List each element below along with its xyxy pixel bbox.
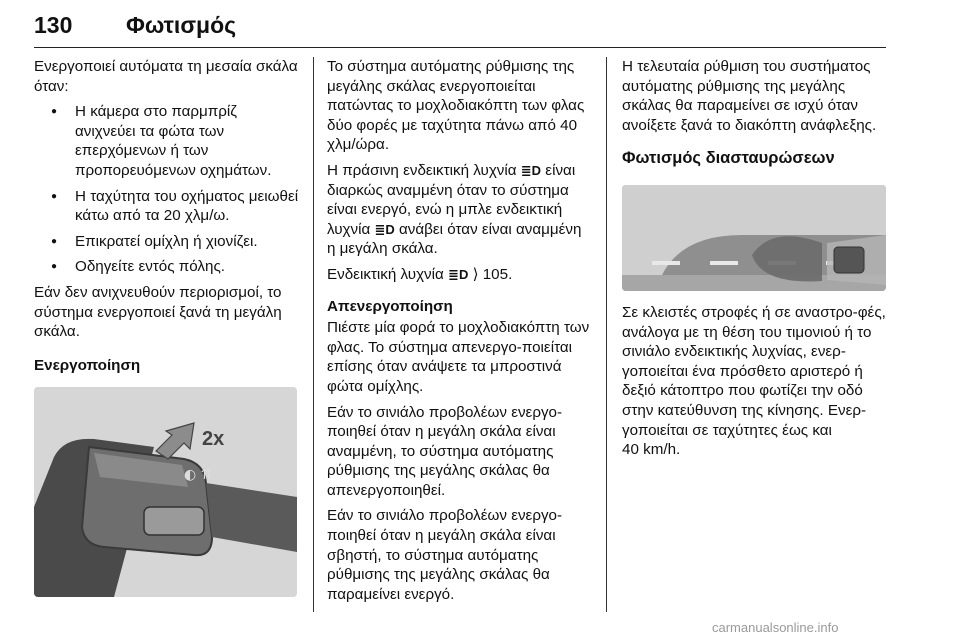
cornering-text: Σε κλειστές στροφές ή σε αναστρο-φές, ανάλογα με τη θέση του τιμονιού ή το σινιάλο ενδεικτικής λυχνίας, ενερ-γοποιείται ένα πρόσθετο αριστερό ή δεξιό κάτοπτρο που φωτίζει την οδό στην κατεύθυνση της κίνησης. Ενερ-γοποιείται σε ταχύτητες έως και 40 km/h. (622, 303, 886, 459)
activation-heading: Ενεργοποίηση (34, 356, 141, 374)
stalk-illustration (34, 387, 297, 597)
page-ref-arrow-icon: ⟩ (472, 265, 479, 283)
flash-text-2: Εάν το σινιάλο προβολέων ενεργο-ποιηθεί όταν η μεγάλη σκάλα είναι σβηστή, το σύστημα αυτόματης ρύθμισης της μεγάλης σκάλας θα παραμείνει ενεργό. (327, 507, 563, 603)
page-number: 130 (34, 12, 73, 38)
auto-high-beam-icon: ≣D (520, 162, 542, 178)
page-header (34, 12, 886, 52)
list-item: ● Οδηγείτε εντός πόλης. (34, 257, 299, 277)
list-item: ● Η ταχύτητα του οχήματος μειωθεί κάτω από τα 20 χλμ/ω. (34, 187, 299, 226)
flash-text-1: Εάν το σινιάλο προβολέων ενεργο-ποιηθεί όταν η μεγάλη σκάλα είναι αναμμένη, το σύστημα αυτόματης ρύθμισης της μεγάλης σκάλας θα απενεργοποιηθεί. (327, 403, 563, 499)
column-2 (327, 57, 592, 610)
deactivation-text: Πιέστε μία φορά το μοχλοδιακόπτη των φλας. Το σύστημα απενεργο-ποιείται επίσης όταν ανάψετε τα μπροστινά φώτα ομίχλης. (327, 319, 590, 395)
section-title: Φωτισμός (126, 12, 237, 38)
auto-high-beam-icon: ≣D (448, 266, 469, 282)
figure-label: 2x (202, 428, 225, 451)
conditions-list (34, 102, 299, 277)
stalk-drawing (34, 387, 297, 597)
list-item: ● Επικρατεί ομίχλη ή χιονίζει. (34, 232, 299, 252)
watermark: carmanualsonline.info (712, 620, 839, 635)
deactivation-heading: Απενεργοποίηση (327, 297, 453, 315)
indicator-text: Η πράσινη ενδεικτική λυχνία ≣D είναι διαρκώς αναμμένη όταν το σύστημα είναι ενεργό, ενώ η μπλε ενδεικτική λυχνία ≣D ανάβει όταν είναι αναμμένη η μεγάλη σκάλα. (327, 161, 582, 258)
activation-text: Το σύστημα αυτόματης ρύθμισης της μεγάλης σκάλας ενεργοποιείται πατώντας το μοχλοδιακόπτη των φλας δύο φορές με ταχύτητα πάνω από 40 χλμ/ώρα. (327, 58, 585, 154)
reference-text: Ενδεικτική λυχνία ≣D ⟩ 105. (327, 265, 513, 283)
svg-text:◐ ⇈: ◐ ⇈ (184, 467, 213, 484)
column-divider (606, 57, 607, 612)
cornering-heading: Φωτισμός διασταυρώσεων (622, 149, 835, 168)
list-item: ● Η κάμερα στο παρμπρίζ ανιχνεύει τα φώτα των επερχόμενων ή των προπορευόμενων οχημάτων. (34, 102, 299, 180)
high-beam-icon: ≣D (374, 221, 395, 237)
last-setting-text: Η τελευταία ρύθμιση του συστήματος αυτόματης ρύθμισης της μεγάλης σκάλας θα παραμείνει σε ισχύ όταν ανοίξετε ξανά το διακόπτη ανάφλεξης. (622, 58, 877, 134)
column-3 (622, 57, 888, 460)
reactivation-text: Εάν δεν ανιχνευθούν περιορισμοί, το σύστημα ενεργοποιεί ξανά τη μεγάλη σκάλα. (34, 283, 282, 341)
header-rule (34, 47, 886, 48)
cornering-illustration (622, 185, 886, 291)
cornering-drawing (622, 185, 886, 291)
column-divider (313, 57, 314, 612)
column-1 (34, 57, 299, 597)
intro-text: Ενεργοποιεί αυτόματα τη μεσαία σκάλα όταν: (34, 58, 298, 95)
